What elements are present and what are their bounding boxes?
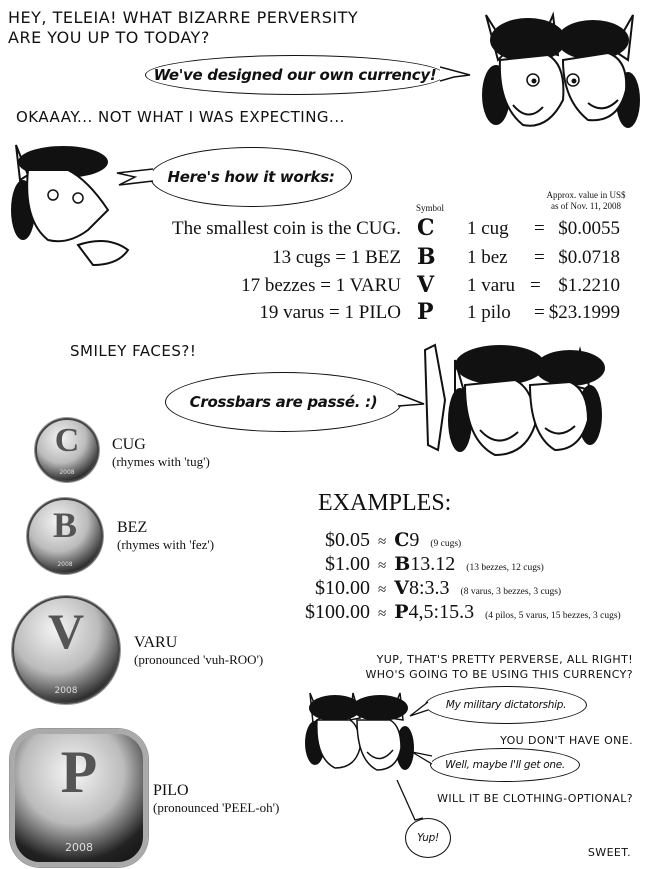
coin-year: 2008 <box>57 560 73 568</box>
bubble-text: My military dictatorship. <box>445 699 567 711</box>
row-description: 19 varus = 1 PILO <box>259 302 401 323</box>
value-header-line: as of Nov. 11, 2008 <box>550 201 622 211</box>
row-description: 17 bezzes = 1 VARU <box>241 275 401 296</box>
row-usd-value: $0.0055 <box>558 218 620 239</box>
bez-symbol-icon: B <box>394 553 411 575</box>
characters-illustration-bottom <box>305 688 415 783</box>
speech-bubble-crossbars <box>165 372 402 432</box>
row-unit: 1 varu <box>467 275 516 296</box>
example-value: 9 <box>409 529 420 551</box>
bubble-text: Crossbars are passé. :) <box>189 393 378 411</box>
coin-year: 2008 <box>54 685 78 696</box>
bubble-tail-icon <box>115 165 155 187</box>
varu-coin-image <box>12 596 120 704</box>
row-unit: 1 bez <box>467 247 508 268</box>
coin-label-bez <box>117 519 214 553</box>
narration-greeting <box>8 8 358 48</box>
row-usd-value: $0.0718 <box>558 247 620 268</box>
example-usd: $0.05 <box>325 529 370 551</box>
coin-pronunciation: (pronounced 'vuh-ROO') <box>134 652 264 667</box>
example-usd: $100.00 <box>305 601 370 623</box>
varu-symbol-icon: V <box>394 577 409 599</box>
coin-label-varu <box>134 634 263 668</box>
coin-name: BEZ <box>117 519 148 536</box>
coin-letter: B <box>52 505 77 545</box>
bubble-text: Yup! <box>417 832 439 844</box>
coin-pronunciation: (pronounced 'PEEL-oh') <box>153 800 280 815</box>
narration-line: ARE YOU UP TO TODAY? <box>8 28 210 47</box>
reply-clothing-optional: WILL IT BE CLOTHING-OPTIONAL? <box>437 792 633 805</box>
pilo-symbol-icon: P <box>394 601 409 623</box>
bubble-text: Here's how it works: <box>167 168 335 186</box>
approx-sign: ≈ <box>378 606 387 622</box>
bubble-text: We've designed our own currency! <box>153 66 437 84</box>
narration-perverse <box>365 652 633 682</box>
coin-pronunciation: (rhymes with 'tug') <box>112 454 210 469</box>
coin-year: 2008 <box>65 841 93 855</box>
example-note: (4 pilos, 5 varus, 15 bezzes, 3 cugs) <box>485 611 621 621</box>
row-equals: = <box>534 218 545 239</box>
approx-sign: ≈ <box>378 558 387 574</box>
row-usd-value: $23.1999 <box>548 302 620 323</box>
coin-name: VARU <box>134 634 178 651</box>
example-row <box>325 529 461 552</box>
coin-letter: C <box>54 422 80 459</box>
coin-letter: P <box>60 739 98 805</box>
example-usd: $1.00 <box>325 553 370 575</box>
example-note: (8 varus, 3 bezzes, 3 cugs) <box>460 587 562 597</box>
reply-sweet: SWEET. <box>587 846 631 859</box>
characters-illustration-top <box>478 5 643 135</box>
row-equals: = <box>534 247 545 268</box>
example-row <box>305 601 621 624</box>
row-unit: 1 cug <box>467 218 509 239</box>
coin-name: CUG <box>112 436 146 453</box>
speech-bubble-yup <box>405 818 451 858</box>
cug-symbol-icon: C <box>394 529 410 551</box>
cug-coin-image <box>35 418 99 482</box>
cug-symbol-icon: C <box>417 215 435 241</box>
coin-pronunciation: (rhymes with 'fez') <box>117 537 215 552</box>
bubble-text: Well, maybe I'll get one. <box>445 759 565 771</box>
example-note: (9 cugs) <box>430 539 462 549</box>
narration-line: YUP, THAT'S PRETTY PERVERSE, ALL RIGHT! <box>376 653 633 666</box>
narration-expecting: OKAAAY... NOT WHAT I WAS EXPECTING... <box>16 108 345 126</box>
pilo-symbol-icon: P <box>417 299 434 325</box>
approx-sign: ≈ <box>378 582 387 598</box>
bubble-tail-icon <box>410 750 434 768</box>
speech-bubble-dictatorship <box>425 686 587 724</box>
value-column-header <box>536 190 636 212</box>
row-unit: 1 pilo <box>467 302 511 323</box>
row-equals: = <box>530 275 541 296</box>
speech-bubble-currency <box>145 55 445 95</box>
value-header-line: Approx. value in US$ <box>546 190 626 200</box>
example-value: 8:3.3 <box>408 577 450 599</box>
coin-letter: V <box>47 603 85 659</box>
speech-bubble-maybe <box>430 748 580 782</box>
symbol-column-header: Symbol <box>416 203 445 213</box>
narration-line: WHO'S GOING TO BE USING THIS CURRENCY? <box>365 668 633 681</box>
narration-smiley: SMILEY FACES?! <box>70 342 197 360</box>
narration-line: HEY, TELEIA! WHAT BIZARRE PERVERSITY <box>8 8 359 27</box>
examples-title: EXAMPLES: <box>318 490 452 516</box>
example-note: (13 bezzes, 12 cugs) <box>466 563 544 573</box>
coin-label-cug <box>112 436 210 470</box>
approx-sign: ≈ <box>378 534 387 550</box>
coin-label-pilo <box>153 782 279 816</box>
bez-coin-image <box>27 498 103 574</box>
row-description: The smallest coin is the CUG. <box>171 218 401 239</box>
example-usd: $10.00 <box>315 577 370 599</box>
row-description: 13 cugs = 1 BEZ <box>272 247 401 268</box>
bubble-tail-icon <box>440 65 480 85</box>
reply-dont-have-one: YOU DON'T HAVE ONE. <box>500 734 633 747</box>
coin-year: 2008 <box>59 469 75 477</box>
pilo-coin-image <box>10 729 148 867</box>
bez-symbol-icon: B <box>417 244 436 270</box>
bubble-tail-icon <box>408 700 430 720</box>
example-row <box>325 553 544 576</box>
characters-illustration-coin-holding <box>420 340 610 465</box>
row-usd-value: $1.2210 <box>558 275 620 296</box>
example-value: 4,5:15.3 <box>408 601 475 623</box>
speech-bubble-how-it-works <box>150 147 352 207</box>
characters-illustration-pointing <box>8 140 138 275</box>
example-value: 13.12 <box>410 553 456 575</box>
bubble-tail-icon <box>395 778 425 823</box>
row-equals: = <box>534 302 545 323</box>
coin-name: PILO <box>153 782 189 799</box>
varu-symbol-icon: V <box>417 272 435 298</box>
example-row <box>315 577 561 600</box>
